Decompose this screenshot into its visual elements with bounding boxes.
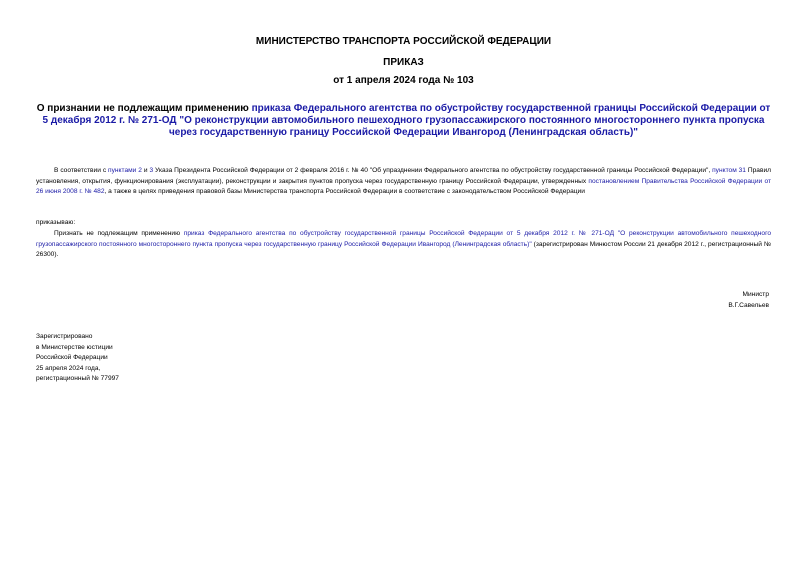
para1-text-3: Указа Президента Российской Федерации от 2 февраля 2016 г. № 40 "Об упразднении Федерального агентства по обустройству государственной границы Российской Федерации", — [153, 167, 713, 174]
order-date: от 1 апреля 2024 года № 103 — [333, 75, 474, 86]
para1-text-2: и — [141, 167, 150, 174]
order-verb: приказываю: — [36, 219, 76, 226]
para1-text-5: , а также в целях приведения правовой базы Министерства транспорта Российской Федерации в соответствие с законодательством Российской Федерации — [104, 188, 585, 195]
registration-line-4: 25 апреля 2024 года, — [36, 364, 101, 372]
link-postanovlenie-482[interactable]: постановлением Правительства Российской Федерации от 26 июня 2008 г. № 482 — [36, 177, 771, 195]
title-prefix: О признании не подлежащим применению — [36, 103, 252, 114]
para1-text-1: В соответствии с — [54, 167, 109, 174]
order-paragraph — [36, 229, 771, 261]
ministry-name: МИНИСТЕРСТВО ТРАНСПОРТА РОССИЙСКОЙ ФЕДЕРАЦИИ — [255, 36, 552, 47]
registration-line-3: Российской Федерации — [36, 354, 108, 361]
para2-text-1: Признать не подлежащим применению — [54, 230, 184, 237]
document-title — [36, 103, 771, 139]
para1-text-4: Правил установления, открытия, функционирования (эксплуатации), реконструкции и закрытия пунктов пропуска через государственную границу Российской Федерации, утвержденных — [36, 167, 772, 185]
link-order-271-od[interactable]: приказ Федерального агентства по обустройству государственной границы Российской Федерации от 5 декабря 2012 г. № 271-ОД "О реконструкции автомобильного пешеходного грузопассажирского постоянного многостороннего пункта пропуска через государственную границу Российской Федерации Ивангород (Ленинградская область)" — [36, 230, 772, 248]
order-word: ПРИКАЗ — [383, 57, 424, 68]
signature-position: Министр — [742, 291, 769, 298]
link-punkt-31[interactable]: пунктом 31 — [712, 167, 746, 174]
signature-block — [728, 290, 769, 311]
link-punkt-2[interactable]: пунктами 2 — [108, 167, 142, 174]
signature-name: В.Г.Савельев — [728, 301, 769, 309]
registration-block — [36, 332, 119, 385]
registration-line-5: регистрационный № 77997 — [36, 375, 119, 382]
title-link[interactable]: приказа Федерального агентства по обустройству государственной границы Российской Федерации от 5 декабря 2012 г. № 271-ОД "О реконструкции автомобильного пешеходного грузопассажирского постоянного многостороннего пункта пропуска через государственную границу Российской Федерации Ивангород (Ленинградская область)" — [42, 103, 771, 138]
preamble-paragraph — [36, 166, 771, 198]
registration-line-1: Зарегистрировано — [36, 333, 93, 340]
para2-text-2: (зарегистрирован Минюстом России 21 декабря 2012 г., регистрационный № 26300). — [36, 240, 772, 258]
link-punkt-3[interactable]: 3 — [149, 167, 154, 174]
registration-line-2: в Министерстве юстиции — [36, 343, 113, 351]
